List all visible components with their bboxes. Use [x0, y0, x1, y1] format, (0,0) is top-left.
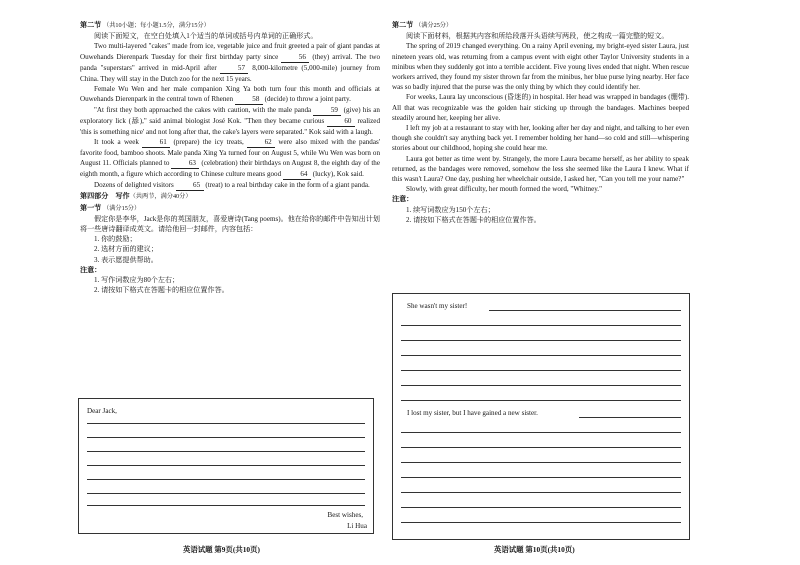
answer-blank[interactable]: 65: [176, 181, 204, 191]
writing-line[interactable]: [401, 507, 681, 508]
notes-title: 注意：: [80, 265, 102, 274]
writing-line[interactable]: [87, 505, 365, 506]
passage-paragraph: [80, 41, 380, 83]
right-column: [392, 20, 689, 225]
passage-text: (treat) to a real birthday cake in the form of a giant panda.: [205, 181, 370, 190]
answer-blank[interactable]: 61: [142, 138, 170, 148]
writing-line[interactable]: [489, 310, 681, 311]
continuation-start-2: I lost my sister, but I have gained a new sister.: [407, 409, 538, 417]
note-item: 2. 请按如下格式在答题卡的相应位置作答。: [406, 215, 541, 224]
writing-line[interactable]: [401, 325, 681, 326]
part-note: （共两节，满分40分）: [129, 193, 192, 201]
writing-line[interactable]: [401, 492, 681, 493]
writing-line[interactable]: [401, 447, 681, 448]
closing: Best wishes,: [327, 511, 363, 519]
note-item: 1. 续写词数应为150个左右；: [406, 205, 495, 214]
passage-text: were also mixed with the pandas' favorite food, bamboo shoots. Male panda Xing Ya turned four on August 5, while Wu Wen was born on August 11. Officials planned to: [80, 138, 381, 168]
answer-blank[interactable]: 62: [247, 138, 275, 148]
answer-blank[interactable]: 64: [283, 170, 311, 180]
writing-line[interactable]: [401, 340, 681, 341]
answer-blank[interactable]: 60: [327, 117, 355, 127]
story-paragraph: Laura got better as time went by. Strangely, the more Laura became herself, as her ability to speak returned, as the bandages were removed, somehow the less she seemed like the Laura I knew. What if this wasn't Laura? One day, pushing her wheelchair outside, I asked her, "Can you tell me your name?": [392, 154, 689, 184]
task-item: 2. 选材方面的建议；: [94, 245, 158, 254]
passage-text: (they) arrival. The two panda "superstars" arrived in mid-April after: [80, 52, 380, 72]
passage-text: (prepare) the icy treats,: [173, 138, 244, 147]
passage-paragraph: [80, 105, 380, 137]
section-note: （共10小题；每小题1.5分，满分15分）: [103, 22, 210, 29]
continuation-answer-box[interactable]: [392, 293, 690, 540]
left-section-heading: [80, 20, 380, 31]
salutation: Dear Jack,: [87, 407, 117, 415]
writing-line[interactable]: [401, 432, 681, 433]
section-title: 第二节: [80, 21, 102, 29]
section-title: 第二节: [392, 21, 414, 29]
passage-text: Female Wu Wen and her male companion Xing Ya both turn four this month and officials at Ouwehands Dierenpark in the central town of Rhenen: [80, 84, 380, 104]
writing-line[interactable]: [87, 465, 365, 466]
story-paragraph: I left my job at a restaurant to stay with her, looking after her day and night, and talking to her even though she couldn't say anything back yet. I remember holding her hand—so cold and still—whispering stories about our childhood, hoping she could hear me.: [392, 124, 689, 153]
writing-line[interactable]: [401, 477, 681, 478]
right-instruction: 阅读下面材料，根据其内容和所给段落开头语续写两段，使之构成一篇完整的短文。: [406, 32, 669, 41]
note-item: 1. 写作词数应为80个左右；: [94, 276, 180, 285]
passage-text: (give) his an exploratory lick (舔)," said animal biologist José Kok. "Then they became curious: [80, 106, 380, 126]
writing-line[interactable]: [401, 462, 681, 463]
writing-line[interactable]: [401, 522, 681, 523]
writing-line[interactable]: [87, 493, 365, 494]
section-note: （满分25分）: [415, 22, 453, 29]
writing-line[interactable]: [87, 437, 365, 438]
continuation-start-1: She wasn't my sister!: [407, 302, 468, 310]
passage-text: Dozens of delighted visitors: [94, 181, 174, 190]
passage-text: It took a week: [94, 138, 139, 147]
right-section-heading: [392, 20, 689, 31]
note-item: 2. 请按如下格式在答题卡的相应位置作答。: [94, 286, 229, 295]
answer-blank[interactable]: 56: [281, 53, 309, 63]
writing-line[interactable]: [401, 400, 681, 401]
notes-title: 注意：: [392, 195, 414, 204]
writing-line[interactable]: [87, 479, 365, 480]
passage-text: (celebration) their birthdays on August 8, the eighth day of the eighth month, a figure which according to Chinese culture means good: [80, 159, 381, 179]
passage-paragraph: [80, 84, 380, 105]
writing-line[interactable]: [401, 355, 681, 356]
writing-task: 假定你是李华，Jack是你的英国朋友，喜爱唐诗(Tang poems)。他在给你的邮件中告知出计划将一些唐诗翻译成英文。请给他回一封邮件，内容包括：: [80, 214, 380, 234]
writing-sub1-heading: [80, 203, 380, 214]
letter-answer-box[interactable]: [78, 398, 374, 534]
task-item: 3. 表示愿提供帮助。: [94, 255, 158, 264]
passage-text: 8,000-kilometre (5,000-mile) journey from China. They will stay in the Dutch zoo for the next 15 years.: [80, 63, 380, 83]
right-page-footer: 英语试题 第10页(共10页): [494, 545, 575, 554]
writing-line[interactable]: [401, 370, 681, 371]
passage-text: (lucky), Kok said.: [312, 170, 364, 179]
writing-line[interactable]: [87, 451, 365, 452]
part4-heading: [80, 191, 380, 202]
passage-paragraph: [80, 180, 380, 191]
passage-paragraph: [80, 137, 380, 180]
story-paragraph: Slowly, with great difficulty, her mouth formed the word, "Whitney.": [406, 185, 602, 194]
story-paragraph: For weeks, Laura lay unconscious (昏迷的) in hospital. Her head was wrapped in bandages (绷带). All that was recognizable was the golden hair sticking up through the bandages. Machines beeped steadily around her, keeping her alive.: [392, 93, 689, 122]
signature: Li Hua: [347, 522, 367, 530]
answer-blank[interactable]: 63: [171, 159, 199, 169]
part-title: 第四部分 写作: [80, 192, 130, 201]
passage-text: realized 'this is something nice' and not long after that, the cake's layers were separated." Kok said with a laugh.: [80, 117, 380, 137]
answer-blank[interactable]: 57: [220, 64, 248, 74]
left-page-footer: 英语试题 第9页(共10页): [183, 545, 260, 554]
left-instruction: 阅读下面短文，在空白处填入1个适当的单词或括号内单词的正确形式。: [94, 32, 318, 41]
passage-text: "At first they both approached the cakes with caution, with the male panda: [94, 106, 312, 115]
left-column: [80, 20, 380, 295]
passage-text: (decide) to throw a joint party.: [264, 95, 351, 104]
writing-line[interactable]: [87, 423, 365, 424]
answer-blank[interactable]: 59: [313, 106, 341, 116]
sub-title: 第一节: [80, 203, 102, 212]
sub-note: （满分15分）: [103, 204, 141, 212]
answer-blank[interactable]: 58: [235, 95, 263, 105]
writing-line[interactable]: [579, 417, 681, 418]
writing-line[interactable]: [401, 385, 681, 386]
story-paragraph: The spring of 2019 changed everything. On a rainy April evening, my bright-eyed sister Laura, just nineteen years old, was returning from a campus event with eight other Taylor University students in a minibus when they suddenly got into a terrible accident. Five young lives ended that night. When rescue workers arrived, they found my sister thrown far from the minibus, her blue purse lying nearby. Her face was so badly injured that the purse was the only thing by which they could identify her.: [392, 42, 689, 92]
passage-text: Two multi-layered "cakes" made from ice, vegetable juice and fruit greeted a pair of giant pandas at Ouwehands Dierenpark Tuesday for their first birthday party since: [80, 42, 380, 61]
task-item: 1. 你的鼓励；: [94, 235, 137, 244]
